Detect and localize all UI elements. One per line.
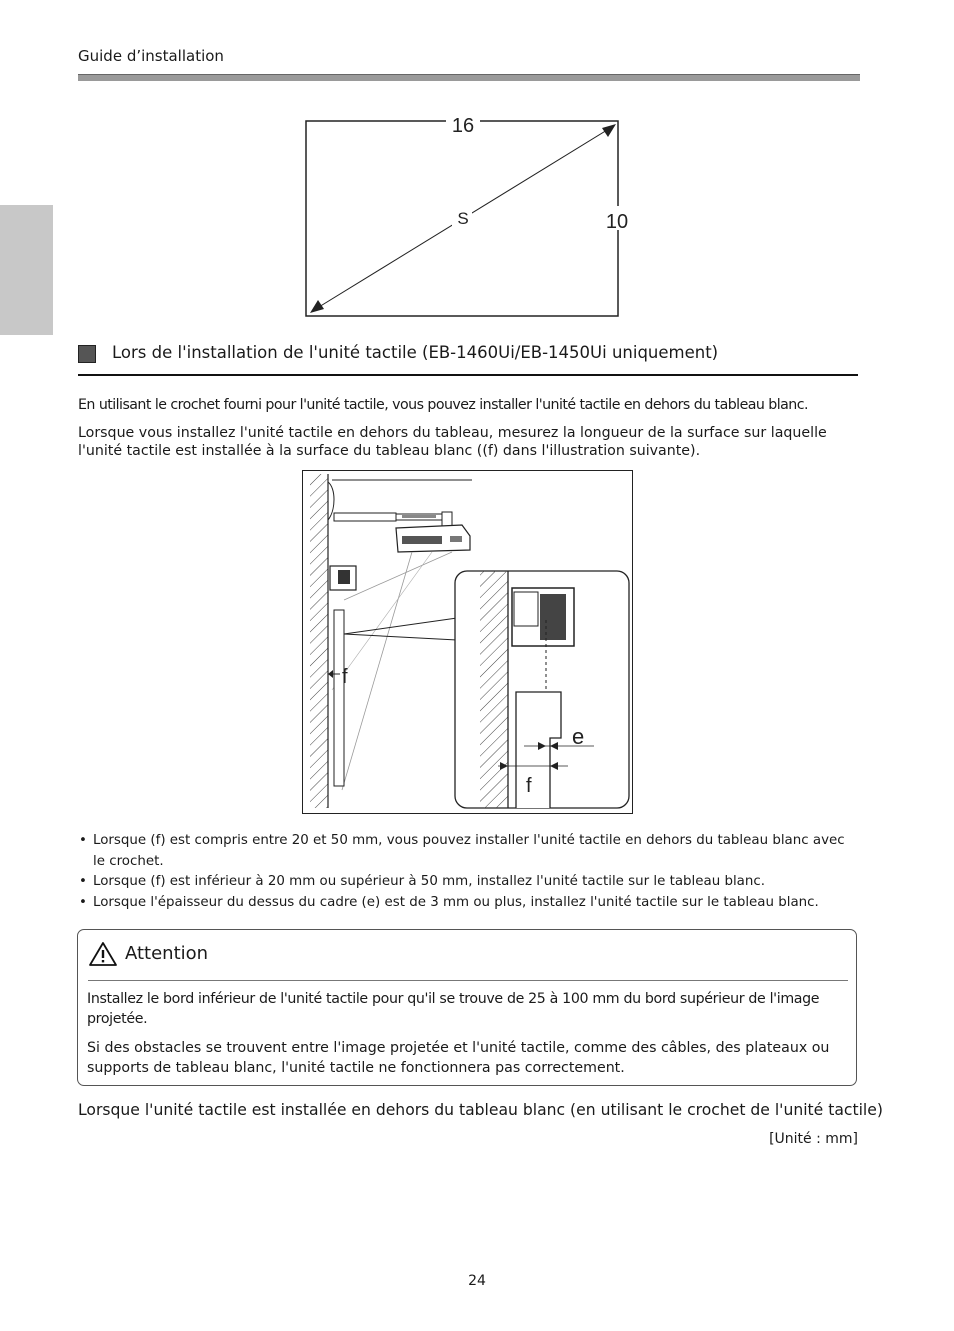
paragraph-1: En utilisant le crochet fourni pour l'unité tactile, vous pouvez installer l'unité tactile en dehors du tableau blanc. [78, 397, 808, 413]
figure-caption: Lorsque l'unité tactile est installée en dehors du tableau blanc (en utilisant le crochet de l'unité tactile) [78, 1101, 883, 1119]
whiteboard [334, 610, 344, 786]
attention-divider [88, 980, 848, 981]
projector-arm [334, 513, 396, 521]
wall-hatch [310, 474, 328, 808]
label-f: f [342, 666, 348, 688]
aspect-ratio-diagram [300, 110, 630, 325]
list-item: • Lorsque l'épaisseur du dessus du cadre (e) est de 3 mm ou plus, installez l'unité tactile sur le tableau blanc. [78, 893, 860, 914]
section-marker-icon [78, 345, 96, 363]
attention-paragraph-1: Installez le bord inférieur de l'unité tactile pour qu'il se trouve de 25 à 100 mm du bord supérieur de l'image projetée. [87, 991, 820, 1027]
attention-title: Attention [125, 943, 209, 964]
bullet-icon: • [79, 874, 87, 889]
bullet-list [78, 831, 860, 913]
unit-note: [Unité : mm] [769, 1131, 858, 1147]
list-item: • Lorsque (f) est inférieur à 20 mm ou supérieur à 50 mm, installez l'unité tactile sur le tableau blanc. [78, 872, 860, 893]
touch-unit-installation-diagram [302, 470, 634, 815]
header-rule [78, 74, 860, 81]
label-e: e [572, 724, 585, 749]
height-label: 10 [605, 211, 629, 233]
section-title: Lors de l'installation de l'unité tactile (EB-1460Ui/EB-1450Ui uniquement) [112, 343, 719, 362]
side-tab [0, 205, 53, 335]
list-item: • Lorsque (f) est compris entre 20 et 50 mm, vous pouvez installer l'unité tactile en dehors du tableau blanc avec le crochet. [79, 833, 845, 869]
section-heading [78, 342, 858, 376]
label-f-detail: f [526, 775, 532, 797]
page-number: 24 [468, 1273, 486, 1289]
paragraph-2: Lorsque vous installez l'unité tactile en dehors du tableau, mesurez la longueur de la surface sur laquelle l'unité tactile est installée à la surface du tableau blanc ((f) dans l'illustration suivante). [78, 425, 827, 459]
width-label: 16 [451, 115, 475, 137]
attention-box [77, 929, 857, 1086]
bullet-icon: • [79, 894, 87, 910]
diagonal-label: S [457, 209, 469, 228]
warning-triangle-icon [88, 941, 118, 967]
diagonal-arrow-bottom [310, 300, 324, 313]
diagonal-arrow-top [602, 124, 616, 137]
bullet-icon: • [79, 833, 87, 848]
attention-paragraph-2: Si des obstacles se trouvent entre l'image projetée et l'unité tactile, comme des câbles, des plateaux ou supports de tableau blanc, l'unité tactile ne fonctionnera pas correctement. [87, 1040, 830, 1076]
header-title: Guide d’installation [78, 47, 224, 65]
